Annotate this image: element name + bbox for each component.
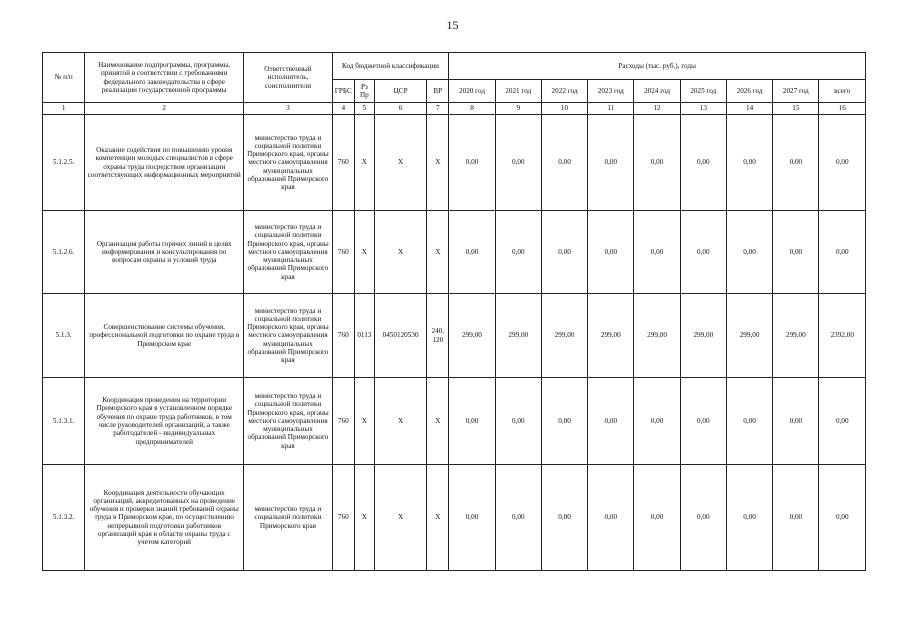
row-grbs: 760 [332,211,354,294]
row-value: 0,00 [495,378,541,465]
row-value: 0,00 [773,211,819,294]
row-vr: X [427,115,449,211]
column-number: 2 [85,103,244,115]
header-total: всего [819,80,866,103]
column-number: 12 [634,103,680,115]
row-name: Оказание содействия по повышению уровня компетенции молодых специалистов в сфере охраны труда посредством организации соответствующих информационных мероприятий [85,115,244,211]
column-number: 9 [495,103,541,115]
row-value: 299,00 [773,294,819,378]
row-number: 5.1.3.2. [43,465,85,571]
row-name: Координация деятельности обучающих организаций, аккредитованных на проведение обучения и проверки знаний требований охраны труда в Приморском крае, по осуществлению непрерывной подготовки работников организаций края в области охраны труда с учетом категорий [85,465,244,571]
row-value: 0,00 [680,378,726,465]
row-value: 299,00 [680,294,726,378]
header-year: 2025 год [680,80,726,103]
row-value: 0,00 [773,378,819,465]
row-value: 0,00 [773,115,819,211]
row-value: 0,00 [449,378,495,465]
row-name: Организация работы горячих линий в целях информирования и консультирования по вопросам охраны и условий труда [85,211,244,294]
row-value: 0,00 [634,378,680,465]
row-number: 5.1.2.5. [43,115,85,211]
header-year: 2027 год [773,80,819,103]
row-value: 299,00 [449,294,495,378]
row-name: Совершенствование системы обучения, профессиональной подготовки по охране труда в Приморском крае [85,294,244,378]
row-rzpr: X [354,465,374,571]
row-value: 0,00 [588,115,634,211]
column-number: 15 [773,103,819,115]
table-row [43,115,866,211]
row-value: 0,00 [773,465,819,571]
row-total: 0,00 [819,378,866,465]
row-value: 0,00 [449,211,495,294]
header-year: 2026 год [726,80,772,103]
header-vr: ВР [427,80,449,103]
row-responsible: министерство труда и социальной политики Приморского края [244,465,333,571]
header-grbs: ГРБС [332,80,354,103]
column-number: 14 [726,103,772,115]
row-value: 0,00 [726,378,772,465]
row-value: 299,00 [634,294,680,378]
row-value: 0,00 [495,465,541,571]
row-vr: 240, 120 [427,294,449,378]
header-num: № п/п [43,53,85,103]
row-value: 0,00 [449,115,495,211]
row-csr: X [374,211,426,294]
column-number: 10 [541,103,587,115]
table-row [43,211,866,294]
column-number: 11 [588,103,634,115]
page-number: 15 [446,18,459,32]
header-year: 2024 год [634,80,680,103]
row-value: 299,00 [495,294,541,378]
row-number: 5.1.3.1. [43,378,85,465]
row-value: 0,00 [726,465,772,571]
row-grbs: 760 [332,115,354,211]
header-responsible: Ответственный исполнитель, соисполнители [244,53,333,103]
header-year: 2022 год [541,80,587,103]
row-value: 0,00 [541,211,587,294]
header-row-1 [43,53,866,80]
row-value: 0,00 [495,115,541,211]
header-year: 2020 год [449,80,495,103]
row-value: 0,00 [541,115,587,211]
row-grbs: 760 [332,378,354,465]
column-number: 16 [819,103,866,115]
row-value: 0,00 [449,465,495,571]
row-value: 0,00 [495,211,541,294]
row-value: 0,00 [680,211,726,294]
column-number: 4 [332,103,354,115]
row-vr: X [427,211,449,294]
row-rzpr: X [354,211,374,294]
row-value: 0,00 [588,465,634,571]
column-number: 6 [374,103,426,115]
row-rzpr: X [354,378,374,465]
header-year: 2023 год [588,80,634,103]
table-row [43,465,866,571]
row-value: 0,00 [634,465,680,571]
row-vr: X [427,465,449,571]
row-total: 2392,00 [819,294,866,378]
column-number: 3 [244,103,333,115]
row-csr: 0450120530 [374,294,426,378]
budget-table [42,52,866,571]
column-number: 8 [449,103,495,115]
header-budget-code: Код бюджетной классификации [332,53,449,80]
row-total: 0,00 [819,211,866,294]
row-number: 5.1.2.6. [43,211,85,294]
header-csr: ЦСР [374,80,426,103]
row-value: 299,00 [588,294,634,378]
header-year: 2021 год [495,80,541,103]
column-number: 13 [680,103,726,115]
row-csr: X [374,378,426,465]
row-number: 5.1.3. [43,294,85,378]
row-csr: X [374,115,426,211]
column-number: 1 [43,103,85,115]
row-responsible: министерство труда и социальной политики Приморского края, органы местного самоуправления муниципальных образований Приморского края [244,378,333,465]
row-rzpr: 0113 [354,294,374,378]
row-value: 0,00 [541,378,587,465]
row-name: Координация проведения на территории Приморского края в установленном порядке обучения по охране труда работников, в том числе руководителей организаций, а также работодателей - индивидуальных предпринимателей [85,378,244,465]
table-row [43,294,866,378]
row-value: 0,00 [588,378,634,465]
row-value: 0,00 [634,115,680,211]
row-total: 0,00 [819,465,866,571]
row-responsible: министерство труда и социальной политики Приморского края, органы местного самоуправления муниципальных образований Приморского края [244,115,333,211]
header-expenses: Расходы (тыс. руб.), годы [449,53,866,80]
column-number: 7 [427,103,449,115]
row-grbs: 760 [332,465,354,571]
row-grbs: 760 [332,294,354,378]
row-value: 299,00 [726,294,772,378]
header-rzpr: Рз Пр [354,80,374,103]
row-value: 0,00 [588,211,634,294]
row-responsible: министерство труда и социальной политики Приморского края, органы местного самоуправления муниципальных образований Приморского края [244,294,333,378]
row-rzpr: X [354,115,374,211]
row-total: 0,00 [819,115,866,211]
row-value: 0,00 [680,465,726,571]
row-responsible: министерство труда и социальной политики Приморского края, органы местного самоуправления муниципальных образований Приморского края [244,211,333,294]
row-csr: X [374,465,426,571]
row-vr: X [427,378,449,465]
row-value: 0,00 [541,465,587,571]
header-name: Наименование подпрограммы, программы, принятой в соответствии с требованиями федерального законодательства в сфере реализации государственной программы [85,53,244,103]
column-number-row [43,103,866,115]
row-value: 0,00 [726,115,772,211]
column-number: 5 [354,103,374,115]
row-value: 0,00 [726,211,772,294]
table-row [43,378,866,465]
row-value: 299,00 [541,294,587,378]
row-value: 0,00 [680,115,726,211]
row-value: 0,00 [634,211,680,294]
